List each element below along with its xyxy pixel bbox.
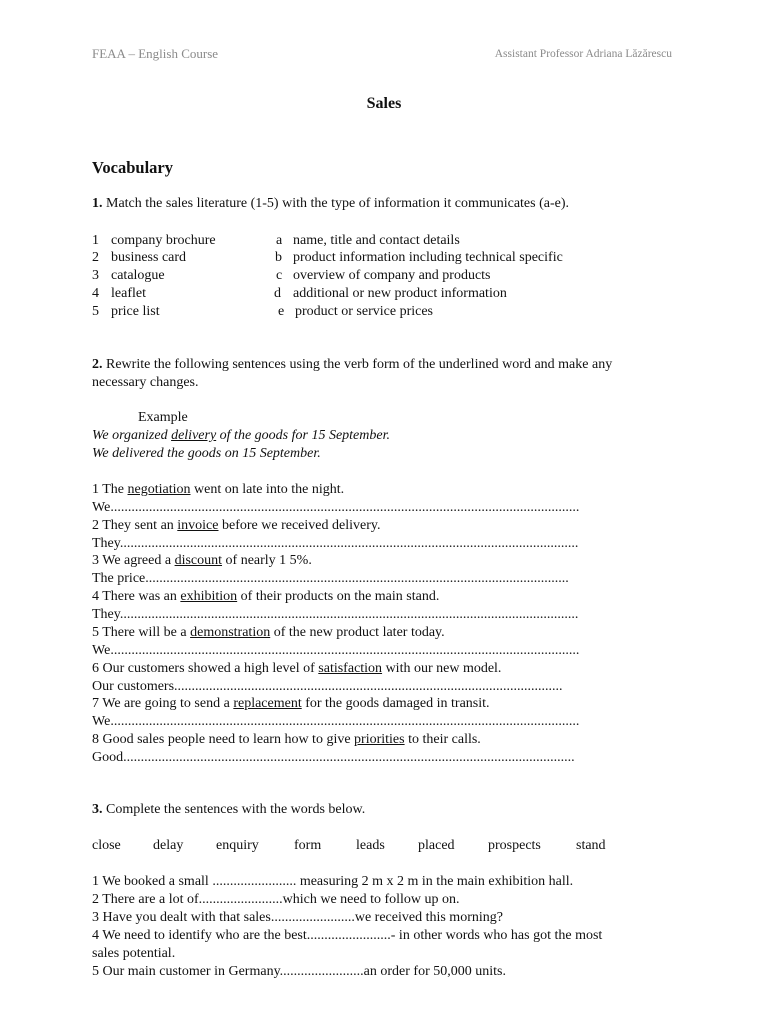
question-text: 8 Good sales people need to learn how to give	[92, 732, 355, 747]
match-desc: overview of company and products	[293, 268, 491, 283]
word: leads	[356, 838, 385, 853]
underlined-word: priorities	[354, 732, 405, 747]
match-item: price list	[111, 304, 160, 319]
example-sentence	[92, 428, 390, 444]
match-num: 4	[92, 286, 99, 301]
question-text: before we received delivery.	[218, 518, 381, 533]
question-text: of nearly 1 5%.	[222, 553, 312, 568]
underlined-word: satisfaction	[318, 661, 383, 676]
underlined-word: exhibition	[180, 589, 238, 604]
question-text: 7 We are going to send a	[92, 696, 234, 711]
ex2-question	[92, 589, 439, 607]
ex3-sentence: 4 We need to identify who are the best........................- in other words who has got the most	[92, 928, 603, 943]
underlined-word: replacement	[233, 696, 302, 711]
question-text: 3 We agreed a	[92, 553, 175, 568]
match-item: catalogue	[111, 268, 165, 283]
match-letter: a	[276, 233, 283, 248]
question-text: for the goods damaged in transit.	[301, 696, 490, 711]
match-item: company brochure	[111, 233, 216, 248]
underlined-word: negotiation	[127, 482, 191, 497]
match-desc: name, title and contact details	[293, 233, 460, 248]
answer-line[interactable]	[92, 500, 579, 518]
ex1-number: 1.	[92, 196, 103, 211]
ex3-sentence: 2 There are a lot of........................which we need to follow up on.	[92, 892, 460, 907]
ex2-instruction	[92, 357, 612, 373]
match-desc: additional or new product information	[293, 286, 507, 301]
answer-blank[interactable]: ......................................................................................................................................	[110, 643, 580, 658]
ex1-text: Match the sales literature (1-5) with the type of information it communicates (a-e).	[102, 196, 570, 211]
match-row	[92, 268, 652, 286]
underlined-word: invoice	[177, 518, 219, 533]
answer-line[interactable]	[92, 643, 579, 661]
answer-line[interactable]	[92, 679, 563, 697]
match-row	[92, 304, 652, 322]
header-course: FEAA – English Course	[92, 46, 219, 61]
question-text: to their calls.	[404, 732, 481, 747]
match-letter: c	[276, 268, 283, 283]
answer-start: We	[92, 643, 111, 658]
question-text: of their products on the main stand.	[237, 589, 440, 604]
section-heading: Vocabulary	[92, 158, 173, 177]
answer-blank[interactable]: ...................................................................................................................................	[119, 607, 579, 622]
match-letter: b	[275, 250, 282, 265]
word: placed	[418, 838, 455, 853]
ex3-sentence: 5 Our main customer in Germany........................an order for 50,000 units.	[92, 964, 506, 979]
ex2-question	[92, 482, 344, 500]
match-num: 3	[92, 268, 99, 283]
match-letter: e	[278, 304, 285, 319]
ex3-sentence: sales potential.	[92, 946, 176, 961]
word: form	[294, 838, 322, 853]
ex2-question	[92, 518, 380, 536]
match-desc: product information including technical specific	[293, 250, 563, 265]
answer-start: We	[92, 714, 111, 729]
match-letter: d	[274, 286, 281, 301]
underlined-word: discount	[174, 553, 223, 568]
example-text: of the goods for 15 September.	[216, 428, 390, 443]
ex2-question	[92, 696, 490, 714]
ex2-question	[92, 553, 312, 571]
word: close	[92, 838, 121, 853]
ex2-text: Rewrite the following sentences using the verb form of the underlined word and make any	[102, 357, 613, 372]
match-num: 2	[92, 250, 99, 265]
answer-start: The price	[92, 571, 146, 586]
answer-blank[interactable]: ......................................................................................................................................	[110, 500, 580, 515]
match-desc: product or service prices	[295, 304, 433, 319]
answer-line[interactable]	[92, 536, 578, 554]
match-item: leaflet	[111, 286, 146, 301]
word: enquiry	[216, 838, 259, 853]
ex3-sentence: 3 Have you dealt with that sales........................we received this morning?	[92, 910, 503, 925]
ex2-instruction-cont: necessary changes.	[92, 375, 199, 390]
example-text: We organized	[92, 428, 172, 443]
answer-line[interactable]	[92, 750, 575, 768]
ex3-instruction	[92, 802, 365, 818]
example-answer: We delivered the goods on 15 September.	[92, 446, 321, 461]
match-row	[92, 233, 652, 251]
question-text: 2 They sent an	[92, 518, 178, 533]
word: delay	[153, 838, 184, 853]
question-text: went on late into the night.	[190, 482, 345, 497]
example-label: Example	[138, 410, 188, 425]
page-title: Sales	[366, 95, 402, 112]
ex3-text: Complete the sentences with the words below.	[102, 802, 366, 817]
word: prospects	[488, 838, 541, 853]
answer-start: Our customers	[92, 679, 175, 694]
underlined-word: demonstration	[190, 625, 271, 640]
ex3-number: 3.	[92, 802, 103, 817]
answer-line[interactable]	[92, 571, 569, 589]
answer-line[interactable]	[92, 607, 578, 625]
question-text: 6 Our customers showed a high level of	[92, 661, 319, 676]
answer-start: We	[92, 500, 111, 515]
match-row	[92, 286, 652, 304]
ex3-sentence: 1 We booked a small ........................ measuring 2 m x 2 m in the main exhibition hall.	[92, 874, 574, 889]
match-item: business card	[111, 250, 187, 265]
answer-blank[interactable]: ......................................................................................................................................	[110, 714, 580, 729]
answer-blank[interactable]: ...................................................................................................................................	[119, 536, 579, 551]
match-num: 5	[92, 304, 99, 319]
ex2-number: 2.	[92, 357, 103, 372]
answer-start: They	[92, 607, 120, 622]
word: stand	[576, 838, 606, 853]
match-num: 1	[92, 233, 99, 248]
answer-blank[interactable]: ...............................................................................................................	[174, 679, 563, 694]
question-text: 5 There will be a	[92, 625, 191, 640]
ex2-question	[92, 732, 481, 750]
ex1-instruction	[92, 196, 569, 212]
question-text: with our new model.	[382, 661, 502, 676]
ex2-question	[92, 625, 445, 643]
example-underlined: delivery	[171, 428, 217, 443]
answer-line[interactable]	[92, 714, 579, 732]
answer-blank[interactable]: .................................................................................................................................	[123, 750, 575, 765]
question-text: of the new product later today.	[270, 625, 445, 640]
ex2-question	[92, 661, 501, 679]
word-box	[92, 838, 652, 856]
header-author: Assistant Professor Adriana Lăzărescu	[494, 48, 672, 60]
answer-blank[interactable]: .........................................................................................................................	[145, 571, 569, 586]
answer-start: They	[92, 536, 120, 551]
match-row	[92, 250, 652, 268]
answer-start: Good	[92, 750, 124, 765]
question-text: 4 There was an	[92, 589, 181, 604]
question-text: 1 The	[92, 482, 128, 497]
